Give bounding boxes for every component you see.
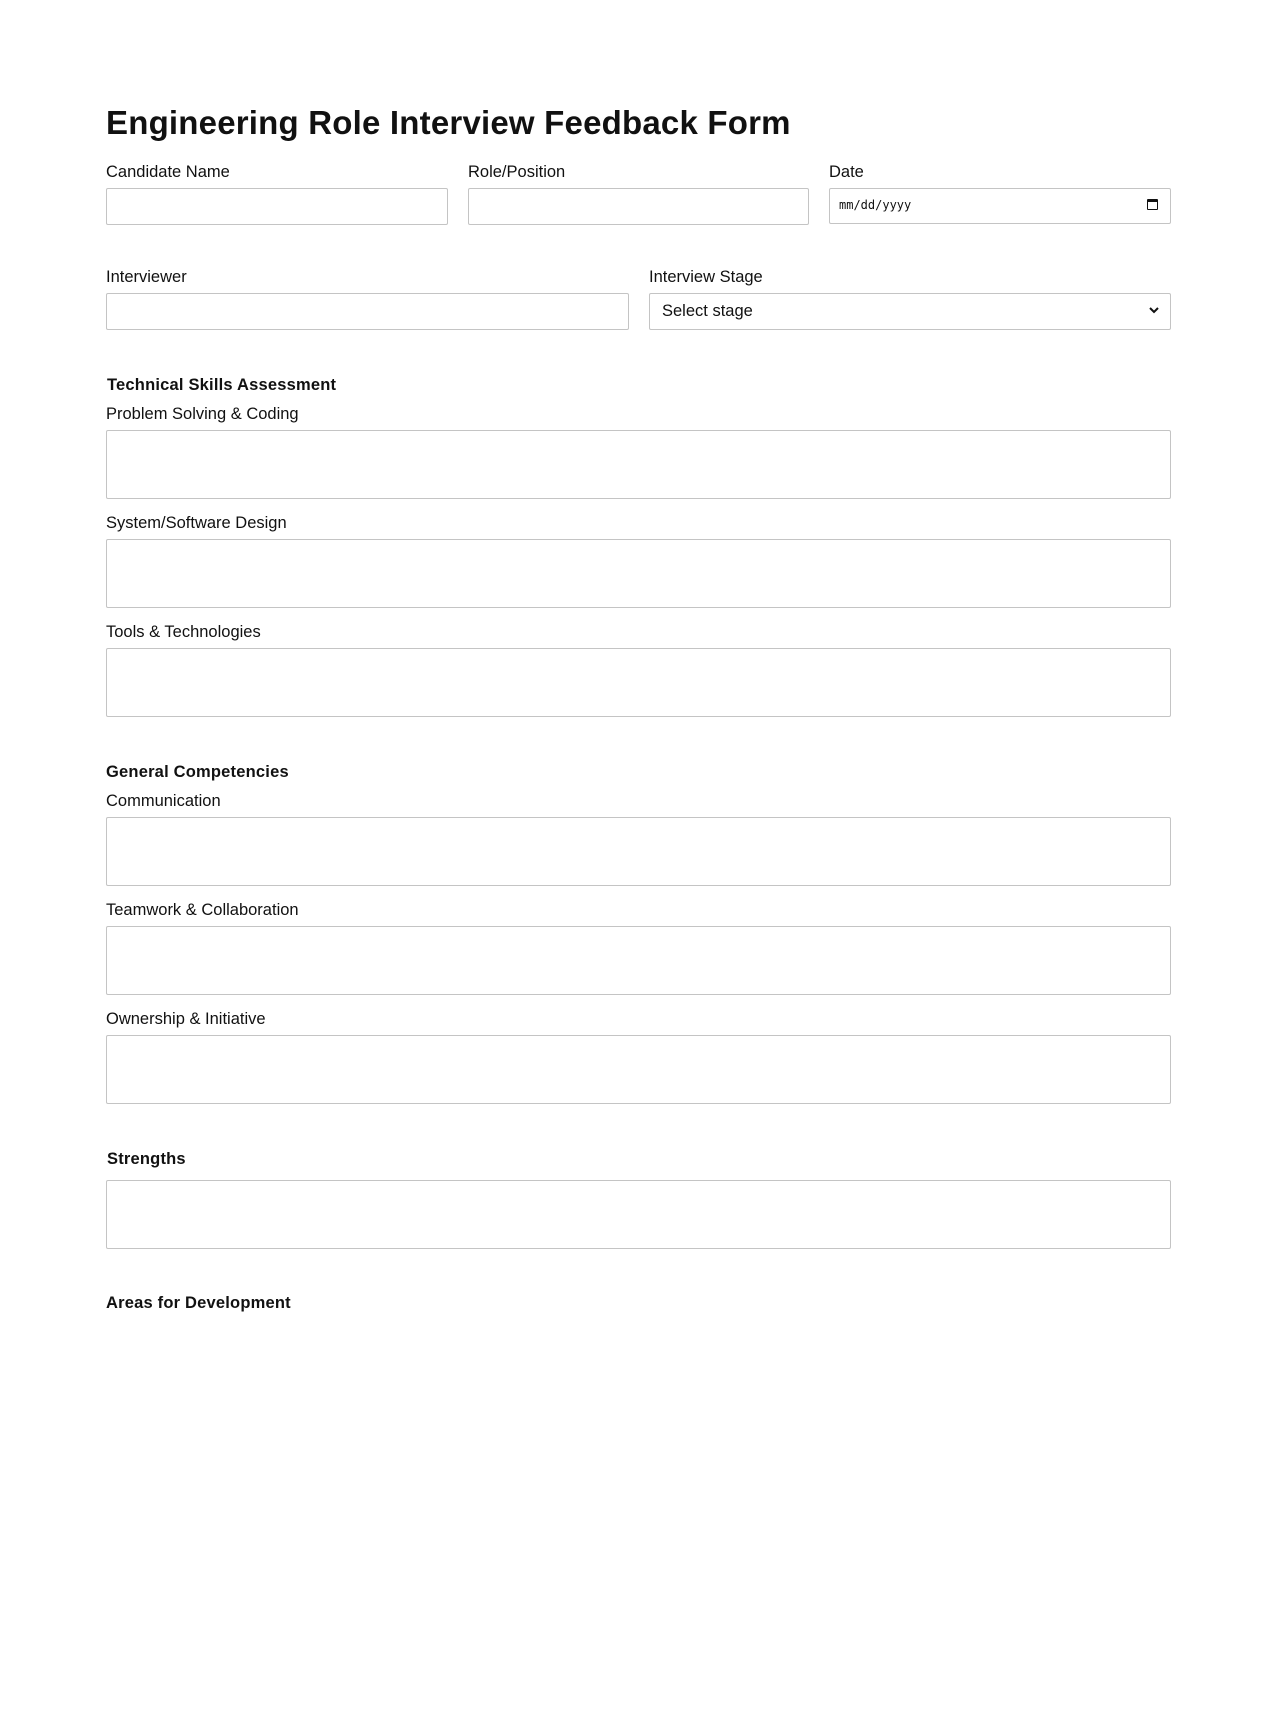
system-design-label: System/Software Design: [106, 514, 287, 532]
page-title: Engineering Role Interview Feedback Form: [106, 104, 791, 141]
interviewer-label: Interviewer: [106, 268, 187, 286]
strengths-heading: Strengths: [107, 1150, 186, 1168]
candidate-name-input[interactable]: [106, 188, 448, 225]
technical-skills-heading: Technical Skills Assessment: [107, 376, 337, 394]
calendar-icon[interactable]: [1147, 199, 1158, 210]
role-position-input[interactable]: [468, 188, 809, 225]
development-heading: Areas for Development: [106, 1294, 291, 1312]
tools-technologies-label: Tools & Technologies: [106, 623, 261, 641]
interview-stage-select[interactable]: [649, 293, 1171, 330]
communication-label: Communication: [106, 792, 221, 810]
candidate-name-label: Candidate Name: [106, 163, 230, 181]
date-input[interactable]: [829, 188, 1171, 224]
problem-solving-label: Problem Solving & Coding: [106, 405, 299, 423]
tools-technologies-textarea[interactable]: [106, 648, 1171, 717]
interview-stage-label: Interview Stage: [649, 268, 763, 286]
system-design-textarea[interactable]: [106, 539, 1171, 608]
communication-textarea[interactable]: [106, 817, 1171, 886]
ownership-label: Ownership & Initiative: [106, 1010, 266, 1028]
chevron-down-icon: [1148, 304, 1160, 316]
role-position-label: Role/Position: [468, 163, 566, 181]
general-competencies-heading: General Competencies: [106, 763, 289, 781]
date-placeholder: mm/dd/yyyy: [839, 198, 912, 212]
strengths-textarea[interactable]: [106, 1180, 1171, 1249]
ownership-textarea[interactable]: [106, 1035, 1171, 1104]
teamwork-textarea[interactable]: [106, 926, 1171, 995]
interviewer-input[interactable]: [106, 293, 629, 330]
interview-stage-selected: Select stage: [662, 302, 753, 320]
problem-solving-textarea[interactable]: [106, 430, 1171, 499]
teamwork-label: Teamwork & Collaboration: [106, 901, 299, 919]
date-label: Date: [829, 163, 864, 181]
